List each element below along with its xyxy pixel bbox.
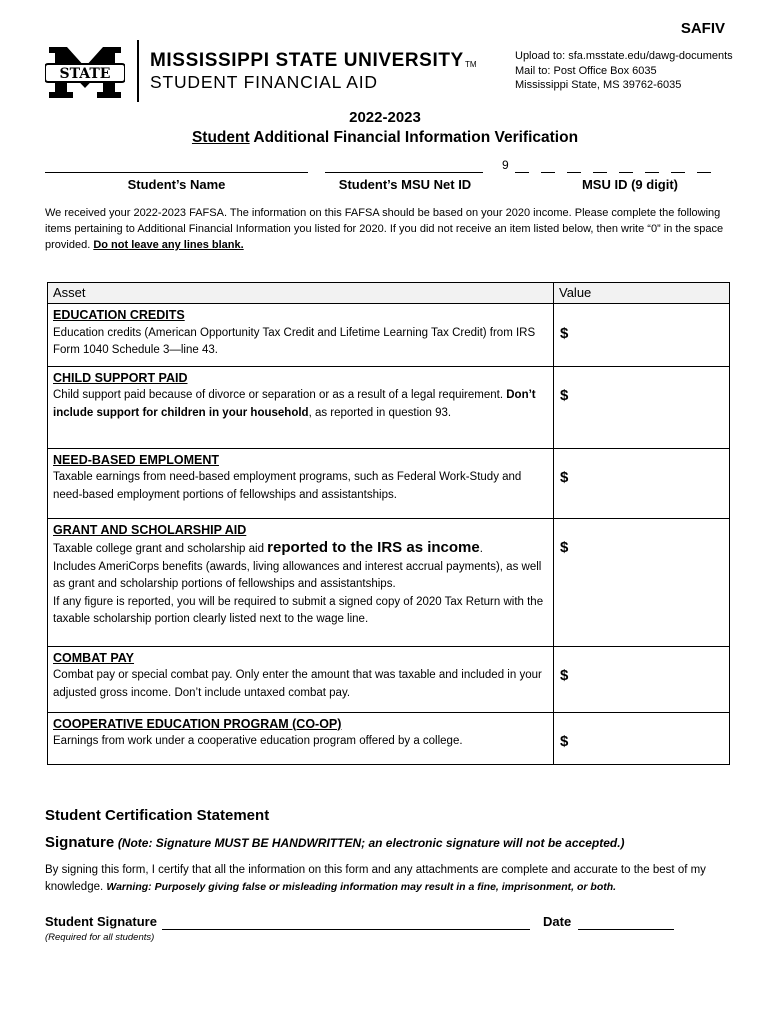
date-field[interactable] bbox=[578, 929, 674, 930]
row-text: If any figure is reported, you will be required to submit a signed copy of 2020 Tax Return with the taxable scholarship portion clearly listed next to the wage line. bbox=[53, 595, 544, 625]
dollar-sign: $ bbox=[560, 325, 569, 342]
dollar-sign: $ bbox=[560, 666, 569, 684]
form-title bbox=[0, 129, 770, 147]
certification-paragraph: By signing this form, I certify that all the information on this form and any attachments are complete and accurate to the best of my knowledge. Warning: Purposely giving false or misleading information may result in a fine, imprisonment, or both. bbox=[45, 864, 706, 893]
row-title: CHILD SUPPORT PAID bbox=[53, 370, 188, 385]
row-title: GRANT AND SCHOLARSHIP AID bbox=[53, 522, 247, 537]
table-row bbox=[48, 518, 730, 646]
row-title: NEED-BASED EMPLOMENT bbox=[53, 452, 219, 467]
grant-scholarship-value[interactable] bbox=[554, 518, 730, 646]
need-based-employment-value[interactable] bbox=[554, 448, 730, 518]
student-name-field[interactable] bbox=[45, 172, 308, 173]
row-text: Taxable earnings from need-based employment programs, such as Federal Work-Study and need-based employment portions of fellowships and assistantships. bbox=[53, 471, 522, 501]
date-label: Date bbox=[543, 914, 572, 929]
student-name-label: Student’s Name bbox=[127, 177, 226, 192]
row-text: Combat pay or special combat pay. Only enter the amount that was taxable and included in your adjusted gross income. Don’t include untaxed combat pay. bbox=[53, 669, 542, 699]
row-text: Education credits (American Opportunity Tax Credit and Lifetime Learning Tax Credit) from IRS Form 1040 Schedule 3—line 43. bbox=[53, 326, 536, 356]
table-row bbox=[48, 646, 730, 712]
msu-id-prefix: 9 bbox=[502, 158, 509, 172]
table-row bbox=[48, 712, 730, 764]
header-divider bbox=[137, 40, 139, 102]
student-signature-label: Student Signature bbox=[45, 914, 157, 929]
row-text: Taxable college grant and scholarship aid reported to the IRS as income. bbox=[53, 539, 483, 556]
child-support-value[interactable] bbox=[554, 366, 730, 448]
coop-program-value[interactable] bbox=[554, 712, 730, 764]
certification-heading: Student Certification Statement bbox=[45, 807, 270, 824]
assets-table bbox=[47, 282, 730, 765]
intro-paragraph bbox=[45, 205, 725, 253]
table-row bbox=[48, 448, 730, 518]
trademark: TM bbox=[465, 60, 477, 69]
dollar-sign: $ bbox=[560, 732, 569, 750]
intro-text: We received your 2022-2023 FAFSA. The information on this FAFSA should be based on your 2020 income. Please complete the following items pertaining to Additional Financial Information you listed for 2020. If you did not receive an item listed below, then write “0” in the space provided. bbox=[45, 207, 724, 251]
table-row bbox=[48, 304, 730, 367]
intro-emphasis: Do not leave any lines blank. bbox=[93, 239, 244, 251]
msu-id-label: MSU ID (9 digit) bbox=[581, 177, 679, 192]
row-text: Earnings from work under a cooperative education program offered by a college. bbox=[53, 735, 463, 747]
row-text: Child support paid because of divorce or separation or as a result of a legal requirement. Don’t include support for children in your household, as reported in question 93. bbox=[53, 389, 536, 419]
dollar-sign: $ bbox=[560, 386, 569, 404]
table-header-row bbox=[48, 283, 730, 304]
row-title: COMBAT PAY bbox=[53, 650, 135, 665]
education-credits-value[interactable] bbox=[554, 304, 730, 367]
warning-text: Warning: Purposely giving false or misleading information may result in a fine, imprisonment, or both. bbox=[106, 881, 617, 893]
dollar-sign: $ bbox=[560, 538, 569, 556]
address-line-upload: Upload to: sfa.msstate.edu/dawg-documents bbox=[515, 50, 733, 62]
net-id-label: Student’s MSU Net ID bbox=[338, 177, 472, 192]
aid-year: 2022-2023 bbox=[349, 109, 421, 126]
university-name: MISSISSIPPI STATE UNIVERSITY bbox=[150, 50, 464, 71]
row-title: COOPERATIVE EDUCATION PROGRAM (CO-OP) bbox=[53, 716, 342, 731]
net-id-field[interactable] bbox=[325, 172, 483, 173]
row-title: EDUCATION CREDITS bbox=[53, 308, 185, 322]
title-rest: Additional Financial Information Verification bbox=[249, 129, 579, 146]
logo-text: STATE bbox=[59, 66, 111, 82]
signature-heading: Signature (Note: Signature MUST BE HANDWRITTEN; an electronic signature will not be accepted.) bbox=[45, 834, 625, 851]
value-column-header: Value bbox=[554, 283, 730, 304]
address-line-city: Mississippi State, MS 39762-6035 bbox=[515, 79, 682, 91]
form-code: SAFIV bbox=[680, 20, 725, 37]
student-signature-field[interactable] bbox=[162, 929, 530, 930]
dollar-sign: $ bbox=[560, 468, 569, 486]
msu-logo-icon bbox=[45, 45, 125, 100]
address-line-mail: Mail to: Post Office Box 6035 bbox=[515, 64, 657, 77]
table-row bbox=[48, 366, 730, 448]
title-underlined: Student bbox=[191, 129, 250, 146]
required-note: (Required for all students) bbox=[45, 932, 155, 943]
combat-pay-value[interactable] bbox=[554, 646, 730, 712]
address-block bbox=[515, 49, 733, 93]
department-name: STUDENT FINANCIAL AID bbox=[150, 72, 378, 92]
asset-column-header: Asset bbox=[48, 283, 554, 304]
row-text: Includes AmeriCorps benefits (awards, living allowances and interest accrual payments), as well as grant and scholarship portions of fellowships and assistantships. bbox=[53, 560, 542, 590]
